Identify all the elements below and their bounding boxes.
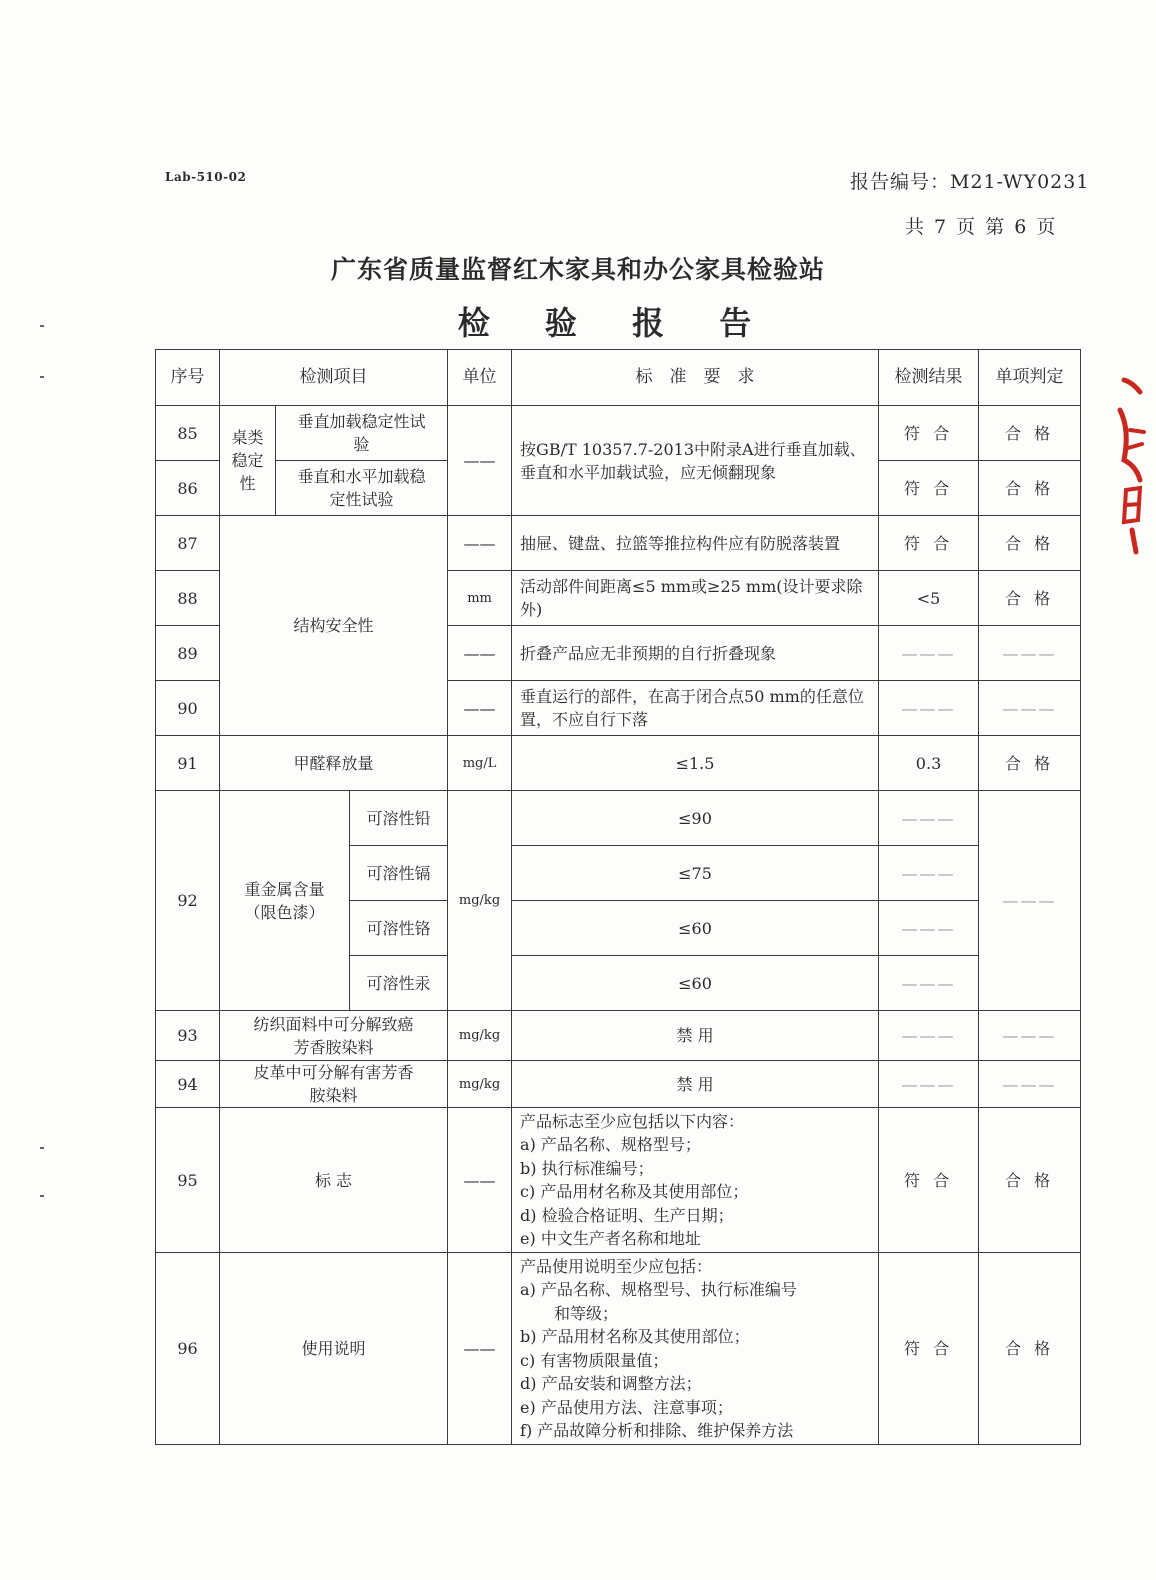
margin-mark	[40, 376, 44, 378]
result: ———	[879, 1011, 979, 1061]
sub-item-name: 可溶性铬	[350, 901, 448, 956]
unit: ——	[448, 681, 512, 736]
table-row	[156, 736, 1081, 791]
col-header-standard: 标 准 要 求	[512, 350, 879, 406]
page-info: 共 7 页 第 6 页	[905, 216, 1058, 238]
verdict: ———	[979, 626, 1081, 681]
unit: mg/kg	[448, 1061, 512, 1108]
unit: ——	[448, 516, 512, 571]
result: 符 合	[879, 406, 979, 461]
verdict: ———	[979, 1011, 1081, 1061]
verdict: 合 格	[979, 406, 1081, 461]
result: <5	[879, 571, 979, 626]
unit: mg/kg	[448, 791, 512, 1011]
standard: 抽屉、键盘、拉篮等推拉构件应有防脱落装置	[512, 516, 879, 571]
standard-line: c) 有害物质限量值；	[520, 1350, 669, 1370]
table-row	[156, 1253, 1081, 1445]
table-row	[156, 1108, 1081, 1253]
unit: mg/kg	[448, 1011, 512, 1061]
result: ———	[879, 1061, 979, 1108]
item-name: 垂直和水平加载稳定性试验	[276, 461, 448, 516]
item-name: 标 志	[220, 1108, 448, 1253]
verdict: ———	[979, 1061, 1081, 1108]
margin-mark	[40, 1147, 44, 1149]
unit: ——	[448, 406, 512, 516]
table-row	[156, 516, 1081, 571]
standard-line: b) 产品用材名称及其使用部位；	[520, 1327, 750, 1346]
col-header-verdict: 单项判定	[979, 350, 1081, 406]
form-code: Lab-510-02	[165, 170, 247, 184]
table-row	[156, 791, 1081, 846]
standard-line: f) 产品故障分析和排除、维护保养方法	[520, 1421, 794, 1440]
report-number: 报告编号：M21-WY0231	[850, 171, 1090, 193]
unit: ——	[448, 1108, 512, 1253]
item-name: 皮革中可分解有害芳香胺染料	[220, 1061, 448, 1108]
standard: ≤90	[512, 791, 879, 846]
col-header-no: 序号	[156, 350, 220, 406]
sub-item-name: 可溶性镉	[350, 846, 448, 901]
standard: 禁 用	[512, 1061, 879, 1108]
standard-line: a) 产品名称、规格型号；	[520, 1135, 701, 1154]
item-group: 结构安全性	[220, 516, 448, 736]
row-number: 88	[156, 571, 220, 626]
row-number: 92	[156, 791, 220, 1011]
standard	[512, 1108, 879, 1253]
standard: ≤1.5	[512, 736, 879, 791]
standard-line: 和等级；	[554, 1303, 619, 1323]
unit: mm	[448, 571, 512, 626]
standard: 活动部件间距离≤5 mm或≥25 mm(设计要求除外)	[512, 571, 879, 626]
col-header-unit: 单位	[448, 350, 512, 406]
result: ———	[879, 626, 979, 681]
table-row	[156, 1011, 1081, 1061]
row-number: 94	[156, 1061, 220, 1108]
inspection-table	[155, 349, 1081, 1445]
row-number: 91	[156, 736, 220, 791]
result: ———	[879, 901, 979, 956]
standard-line: a) 产品名称、规格型号、执行标准编号	[520, 1280, 797, 1299]
item-name: 纺织面料中可分解致癌芳香胺染料	[220, 1011, 448, 1061]
sub-item-name: 可溶性汞	[350, 956, 448, 1011]
organization-name: 广东省质量监督红木家具和办公家具检验站	[330, 255, 825, 284]
standard-line: e) 产品使用方法、注意事项；	[520, 1397, 733, 1417]
standard: ≤60	[512, 956, 879, 1011]
table-row	[156, 1061, 1081, 1108]
row-number: 87	[156, 516, 220, 571]
unit: ——	[448, 1253, 512, 1445]
verdict: 合 格	[979, 461, 1081, 516]
standard-line: b) 执行标准编号；	[520, 1158, 654, 1178]
row-number: 93	[156, 1011, 220, 1061]
result: 符 合	[879, 461, 979, 516]
margin-mark	[40, 325, 44, 327]
standard: 垂直运行的部件，在高于闭合点50 mm的任意位置，不应自行下落	[512, 681, 879, 736]
verdict: 合 格	[979, 736, 1081, 791]
standard-line: 产品标志至少应包括以下内容：	[520, 1111, 745, 1131]
table-row	[156, 406, 1081, 461]
standard	[512, 1253, 879, 1445]
row-number: 90	[156, 681, 220, 736]
result: ———	[879, 791, 979, 846]
item-name: 甲醛释放量	[220, 736, 448, 791]
item-name: 使用说明	[220, 1253, 448, 1445]
col-header-result: 检测结果	[879, 350, 979, 406]
unit: ——	[448, 626, 512, 681]
verdict: ———	[979, 791, 1081, 1011]
standard: 按GB/T 10357.7-2013中附录A进行垂直加载、垂直和水平加载试验，应无倾翻现象	[512, 406, 879, 516]
item-name: 垂直加载稳定性试验	[276, 406, 448, 461]
result: 0.3	[879, 736, 979, 791]
standard: 折叠产品应无非预期的自行折叠现象	[512, 626, 879, 681]
item-group: 桌类稳定性	[220, 406, 276, 516]
verdict: ———	[979, 681, 1081, 736]
result: ———	[879, 681, 979, 736]
verdict: 合 格	[979, 1108, 1081, 1253]
result: 符 合	[879, 516, 979, 571]
verdict: 合 格	[979, 516, 1081, 571]
standard-line: e) 中文生产者名称和地址	[520, 1229, 701, 1248]
standard-line: d) 产品安装和调整方法；	[520, 1374, 702, 1393]
report-title: 检 验 报 告	[457, 304, 774, 342]
sub-item-name: 可溶性铅	[350, 791, 448, 846]
standard: ≤75	[512, 846, 879, 901]
row-number: 85	[156, 406, 220, 461]
result: ———	[879, 956, 979, 1011]
verdict: 合 格	[979, 571, 1081, 626]
item-group: 重金属含量（限色漆）	[220, 791, 350, 1011]
margin-mark	[40, 1195, 44, 1197]
unit: mg/L	[448, 736, 512, 791]
standard-line: c) 产品用材名称及其使用部位；	[520, 1182, 749, 1201]
row-number: 89	[156, 626, 220, 681]
standard-line: 产品使用说明至少应包括：	[520, 1256, 713, 1276]
col-header-item: 检测项目	[220, 350, 448, 406]
verdict: 合 格	[979, 1253, 1081, 1445]
result: 符 合	[879, 1253, 979, 1445]
seal-stamp-icon	[1110, 370, 1150, 560]
standard: ≤60	[512, 901, 879, 956]
standard-line: d) 检验合格证明、生产日期；	[520, 1205, 734, 1225]
result: ———	[879, 846, 979, 901]
table-header-row	[156, 350, 1081, 406]
standard: 禁 用	[512, 1011, 879, 1061]
result: 符 合	[879, 1108, 979, 1253]
row-number: 96	[156, 1253, 220, 1445]
row-number: 86	[156, 461, 220, 516]
row-number: 95	[156, 1108, 220, 1253]
